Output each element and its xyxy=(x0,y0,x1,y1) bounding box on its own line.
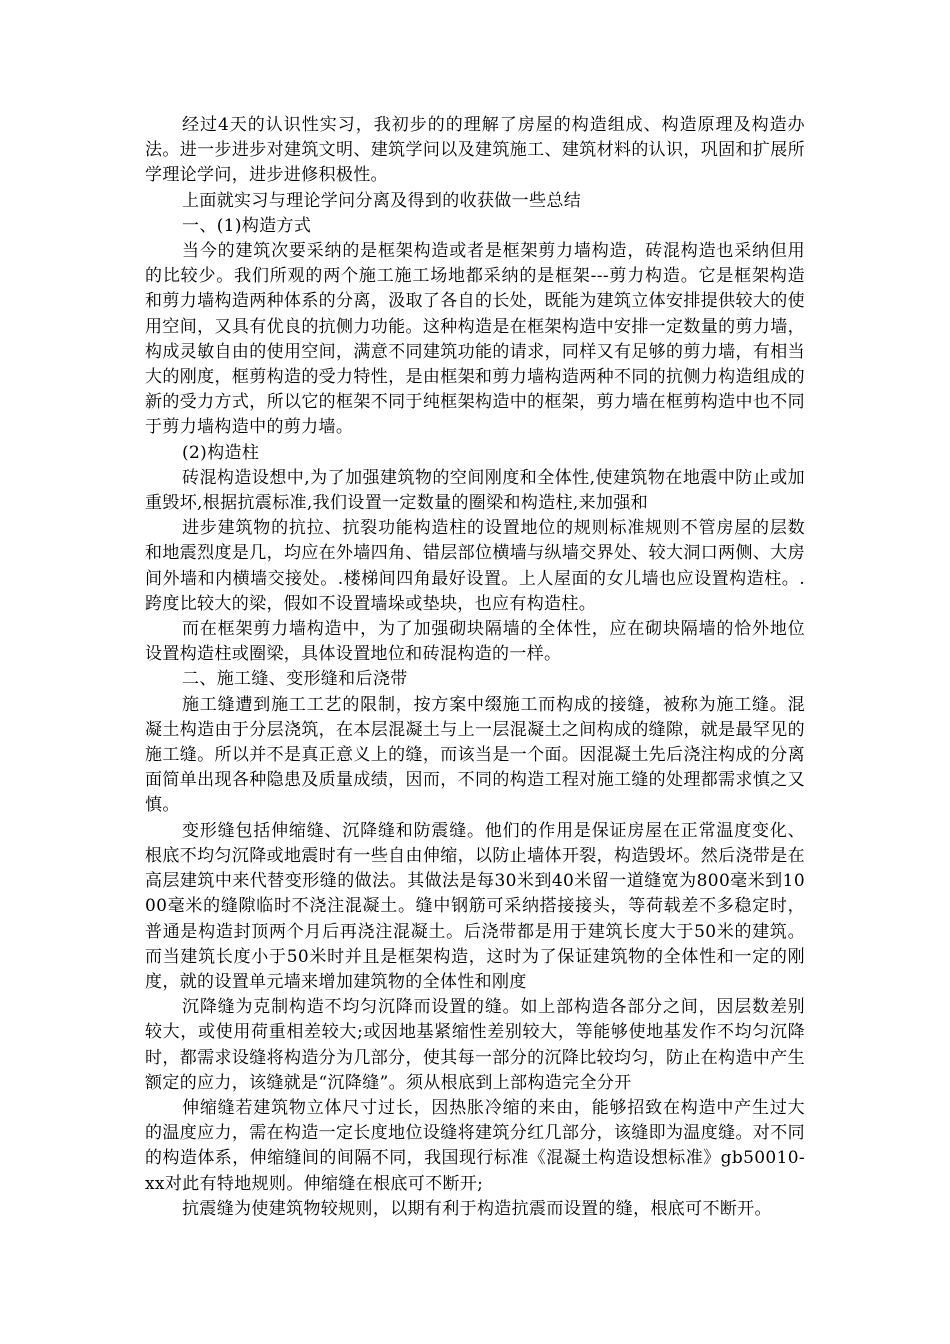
heading-structural-column: (2)构造柱 xyxy=(182,442,260,463)
paragraph-construction-joint: 施工缝遭到施工工艺的限制，按方案中缀施工而构成的接缝，被称为施工缝。混凝土构造由于分层浇筑，在本层混凝土与上一层混凝土之间构成的缝隙，就是最罕见的施工缝。所以并不是真正意义上的缝，而该当是一个面。因混凝土先后浇注构成的分离面简单出现各种隐患及质量成绩，因而，不同的构造工程对施工缝的处理都需求慎之又慎。 xyxy=(145,694,805,816)
heading-structure-form: 一、(1)构造方式 xyxy=(182,215,312,236)
paragraph-settlement-joint: 沉降缝为克制构造不均匀沉降而设置的缝。如上部构造各部分之间，因层数差别较大，或使用荷重相差较大;或因地基紧缩性差别较大，等能够使地基发作不均匀沉降时，都需求设缝将构造分为几部分，使其每一部分的沉降比较均匀，防止在构造中产生额定的应力，该缝就是“沉降缝”。须从根底到上部构造完全分开 xyxy=(145,997,805,1093)
paragraph-column-placement: 进步建筑物的抗拉、抗裂功能构造柱的设置地位的规则标准规则不管房屋的层数和地震烈度是几，均应在外墙四角、错层部位横墙与纵墙交界处、较大洞口两侧、大房间外墙和内横墙交接处。.楼梯间四角最好设置。上人屋面的女儿墙也应设置构造柱。.跨度比较大的梁，假如不设置墙垛或垫块，也应有构造柱。 xyxy=(145,518,805,614)
paragraph-intro: 经过4天的认识性实习，我初步的的理解了房屋的构造组成、构造原理及构造办法。进一步进步对建筑文明、建筑学问以及建筑施工、建筑材料的认识，巩固和扩展所学理论学问，进步进修积极性。 xyxy=(145,115,805,186)
paragraph-expansion-joint: 伸缩缝若建筑物立体尺寸过长，因热胀冷缩的来由，能够招致在构造中产生过大的温度应力，需在构造一定长度地位设缝将建筑分红几部分，该缝即为温度缝。对不同的构造体系，伸缩缝间的间隔不同，我国现行标准《混凝土构造设想标准》gb50010-xx对此有特地规则。伸缩缝在根底可不断开; xyxy=(145,1097,805,1194)
paragraph-block-wall: 而在框架剪力墙构造中，为了加强砌块隔墙的全体性，应在砌块隔墙的恰外地位设置构造柱或圈梁，具体设置地位和砖混构造的一样。 xyxy=(145,619,805,665)
paragraph-seismic-joint: 抗震缝为使建筑物较规则，以期有利于构造抗震而设置的缝，根底可不断开。 xyxy=(182,1198,772,1219)
heading-joints: 二、施工缝、变形缝和后浇带 xyxy=(182,669,408,690)
paragraph-frame-shear-wall: 当今的建筑次要采纳的是框架构造或者是框架剪力墙构造，砖混构造也采纳但用的比较少。我们所观的两个施工施工场地都采纳的是框架---剪力构造。它是框架构造和剪力墙构造两种体系的分离，汲取了各自的长处，既能为建筑立体安排提供较大的使用空间，又具有优良的抗侧力功能。这种构造是在框架构造中安排一定数量的剪力墙，构成灵敏自由的使用空间，满意不同建筑功能的请求，同样又有足够的剪力墙，有相当大的刚度，框剪构造的受力特性，是由框架和剪力墙构造两种不同的抗侧力构造组成的新的受力方式，所以它的框架不同于纯框架构造中的框架，剪力墙在框剪构造中也不同于剪力墙构造中的剪力墙。 xyxy=(145,241,805,438)
document-page xyxy=(145,113,805,1222)
paragraph-summary-lead: 上面就实习与理论学问分离及得到的收获做一些总结 xyxy=(182,190,582,211)
paragraph-deformation-joint: 变形缝包括伸缩缝、沉降缝和防震缝。他们的作用是保证房屋在正常温度变化、根底不均匀沉降或地震时有一些自由伸缩，以防止墙体开裂，构造毁坏。然后浇带是在高层建筑中来代替变形缝的做法。其做法是每30米到40米留一道缝宽为800毫米到1000毫米的缝隙临时不浇注混凝土。缝中钢筋可采纳搭接接头，等荷载差不多稳定时，普通是构造封顶两个月后再浇注混凝土。后浇带都是用于建筑长度大于50米的建筑。而当建筑长度小于50米时并且是框架构造，这时为了保证建筑物的全体性和一定的刚度，就的设置单元墙来增加建筑物的全体性和刚度 xyxy=(145,820,805,992)
paragraph-brick-concrete: 砖混构造设想中,为了加强建筑物的空间刚度和全体性,使建筑物在地震中防止或加重毁坏,根据抗震标准,我们设置一定数量的圈梁和构造柱,来加强和 xyxy=(145,467,805,514)
